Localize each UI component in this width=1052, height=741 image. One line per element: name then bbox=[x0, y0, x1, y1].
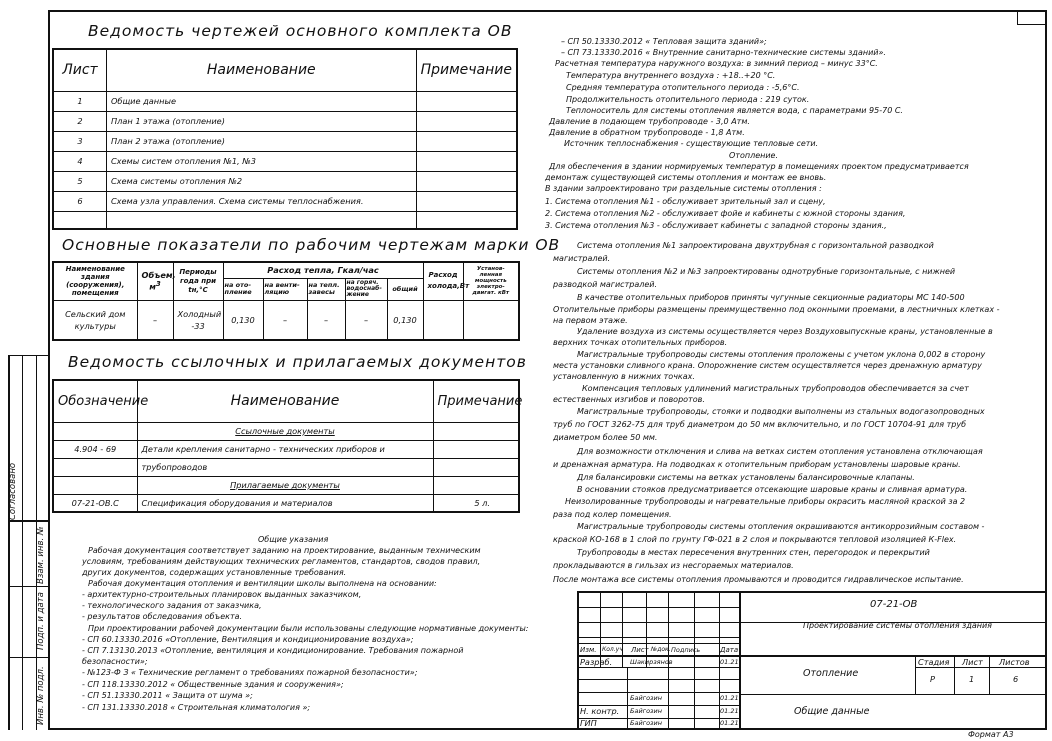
table-row: 07-21-ОВ.С Спецификация оборудования и материалов 5 л. bbox=[53, 494, 519, 512]
section-att-label: Прилагаемые документы bbox=[230, 480, 340, 490]
stamp-project: Проектирование системы отопления здания bbox=[803, 621, 992, 630]
inv-replace-label: Взам. инв. № bbox=[36, 526, 46, 584]
stamp-code: 07-21-ОВ bbox=[870, 599, 918, 610]
section-ref-label: Ссылочные документы bbox=[235, 426, 335, 436]
header-name: Наименование bbox=[106, 49, 416, 91]
header-curtains: на тепл. завесы bbox=[307, 278, 345, 300]
header-name: Наименование bbox=[137, 380, 433, 422]
table-row: 3 План 2 этажа (отопление) bbox=[53, 131, 517, 151]
header-hotwater: на горяч. водоснаб- жение bbox=[345, 278, 387, 300]
drawings-list-title: Ведомость чертежей основного комплекта ОВ bbox=[88, 22, 513, 40]
header-building: Наименование здания (сооружения), помещения bbox=[53, 262, 137, 300]
header-heating: на ото- пление bbox=[223, 278, 263, 300]
header-vent: на венти- ляцию bbox=[263, 278, 307, 300]
header-period: Периоды года при tн,°С bbox=[173, 262, 223, 300]
stamp-sheet-title: Общие данные bbox=[794, 706, 870, 717]
table-row bbox=[53, 211, 517, 229]
header-sheet: Лист bbox=[53, 49, 106, 91]
table-row: 5 Схема системы отопления №2 bbox=[53, 171, 517, 191]
heating-heading: Отопление. bbox=[729, 151, 779, 160]
header-note: Примечание bbox=[416, 49, 517, 91]
format-label: Формат А3 bbox=[968, 730, 1014, 739]
inv-orig-label: Инв. № подл. bbox=[36, 666, 46, 725]
drawings-list-table bbox=[52, 48, 518, 230]
header-power: Установ- ленная мощность электро- двигат. кВт bbox=[463, 262, 519, 300]
header-heat: Расход тепла, Гкал/час bbox=[223, 262, 423, 278]
refs-title: Ведомость ссылочных и прилагаемых документов bbox=[68, 353, 527, 371]
header-volume: Объем, $м^3$ bbox=[137, 262, 173, 300]
agreed-label: Согласовано bbox=[8, 462, 18, 520]
header-code: Обозначение bbox=[53, 380, 137, 422]
stamp-section: Отопление bbox=[803, 668, 859, 679]
table-row: 2 План 1 этажа (отопление) bbox=[53, 111, 517, 131]
table-row: 4.904 - 69 Детали крепления санитарно - технических приборов и bbox=[53, 440, 519, 458]
header-total: общий bbox=[387, 278, 423, 300]
refs-table: Обозначение Наименование Примечание Ссылочные документы 4.904 - 69 Детали крепления санитарно - технических приборов и трубопроводов Прилагаемые документы 07-21-ОВ.С Спецификация оборудования и материалов 5 л. bbox=[52, 379, 520, 513]
table-row: 6 Схема узла управления. Схема системы теплоснабжения. bbox=[53, 191, 517, 211]
indicators-table bbox=[52, 261, 520, 341]
table-row: 4 Схемы систем отопления №1, №3 bbox=[53, 151, 517, 171]
table-row: 1 Общие данные bbox=[53, 91, 517, 111]
header-cold: Расход холода,Вт bbox=[423, 262, 463, 300]
general-title: Общие указания bbox=[258, 535, 329, 544]
sign-date-label: Подп. и дата bbox=[36, 592, 46, 650]
table-row: Сельский дом культуры – Холодный -33 0,130 – – – 0,130 bbox=[53, 300, 519, 340]
header-note: Примечание bbox=[433, 380, 519, 422]
indicators-title: Основные показатели по рабочим чертежам марки ОВ bbox=[62, 236, 561, 254]
